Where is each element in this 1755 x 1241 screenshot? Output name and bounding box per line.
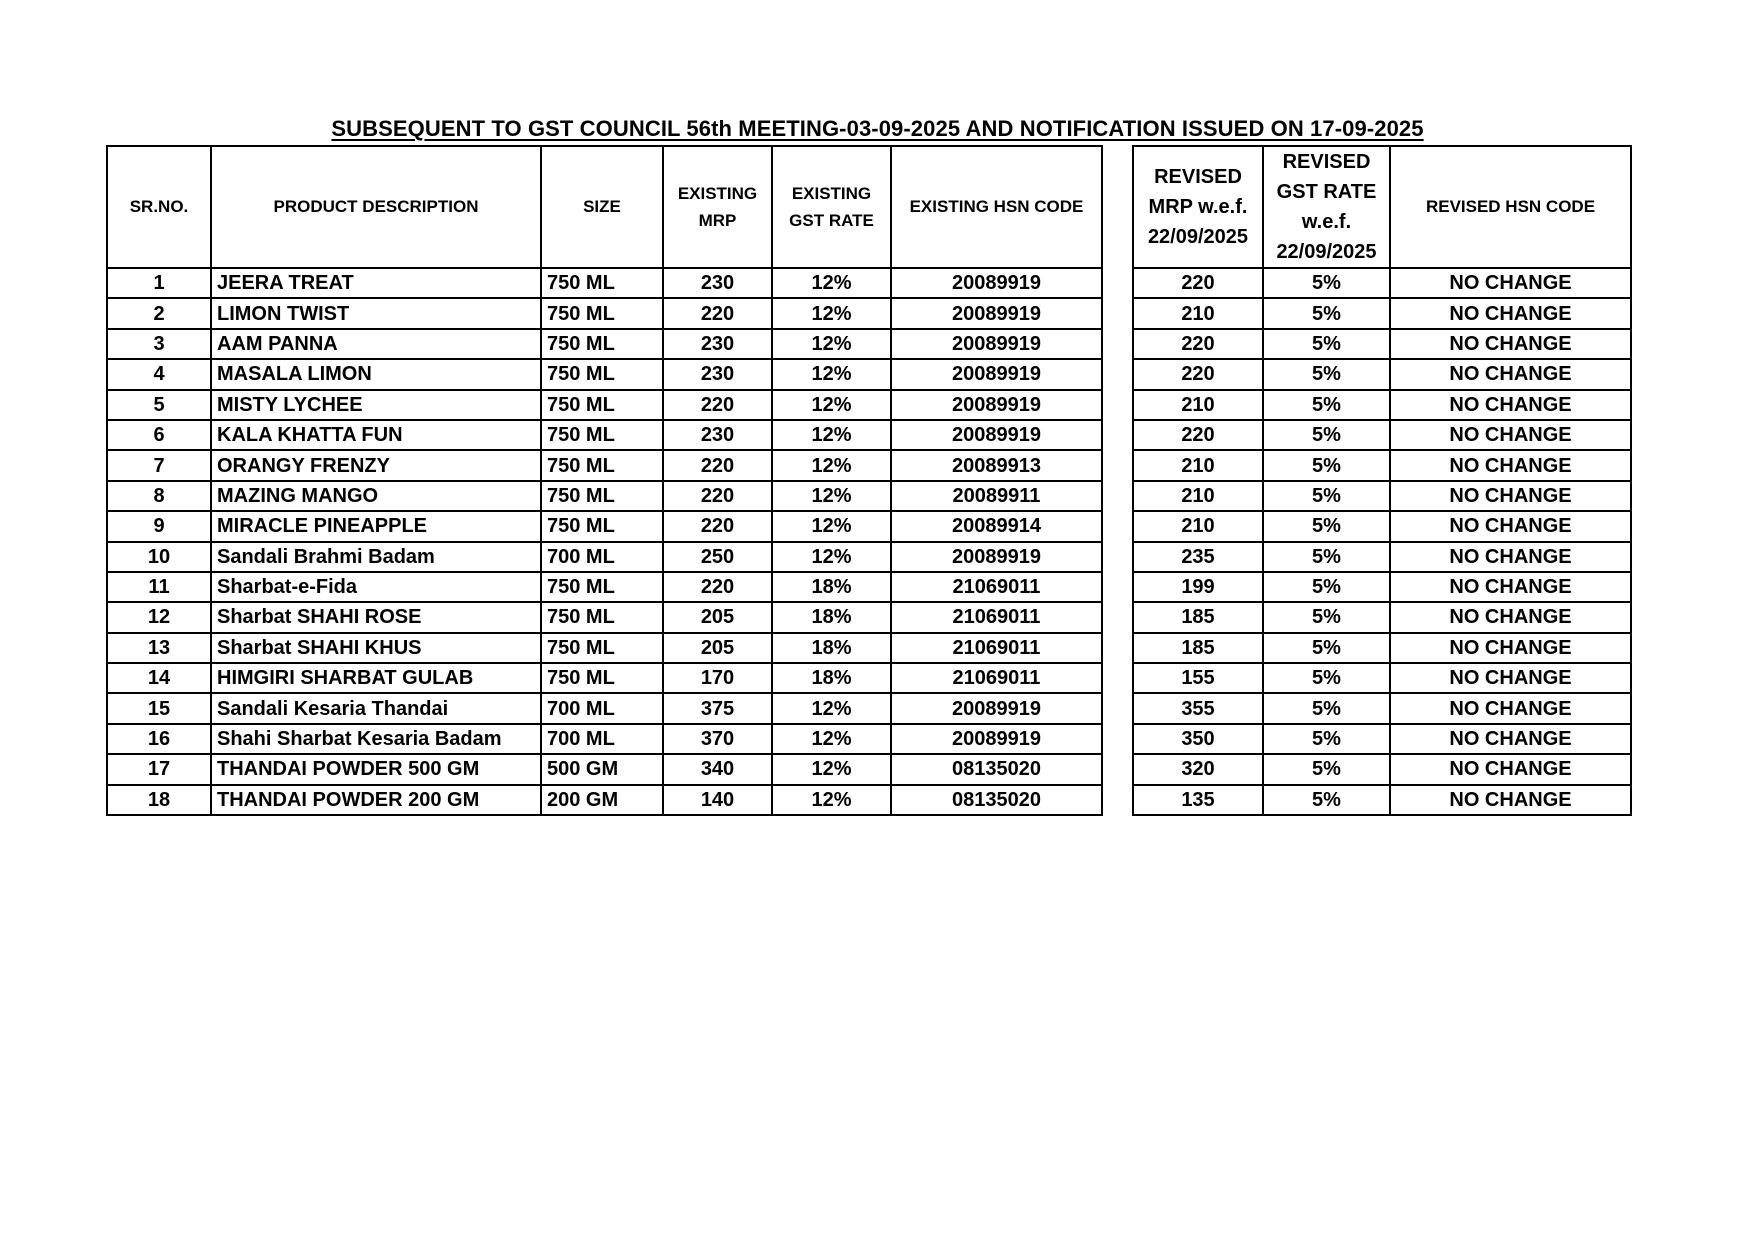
cell-revised-hsn-code: NO CHANGE [1390, 724, 1631, 754]
cell-size: 750 ML [541, 298, 663, 328]
cell-size: 750 ML [541, 390, 663, 420]
cell-existing-gst-rate: 12% [772, 390, 891, 420]
cell-existing-hsn-code: 08135020 [891, 754, 1102, 784]
cell-size: 750 ML [541, 663, 663, 693]
cell-size: 700 ML [541, 542, 663, 572]
header-existing-hsn-code: EXISTING HSN CODE [891, 146, 1102, 268]
cell-existing-mrp: 230 [663, 359, 772, 389]
cell-revised-gst-rate: 5% [1263, 633, 1390, 663]
cell-product-description: Sharbat SHAHI KHUS [211, 633, 541, 663]
cell-revised-mrp: 220 [1133, 420, 1263, 450]
cell-product-description: Sandali Brahmi Badam [211, 542, 541, 572]
cell-revised-hsn-code: NO CHANGE [1390, 663, 1631, 693]
cell-revised-gst-rate: 5% [1263, 298, 1390, 328]
cell-product-description: MAZING MANGO [211, 481, 541, 511]
cell-revised-hsn-code: NO CHANGE [1390, 298, 1631, 328]
header-existing-mrp-line-2: MRP [698, 211, 737, 230]
cell-revised-mrp: 350 [1133, 724, 1263, 754]
revised-rates-body [1133, 268, 1631, 815]
cell-product-description: MASALA LIMON [211, 359, 541, 389]
cell-revised-hsn-code: NO CHANGE [1390, 511, 1631, 541]
table-row [107, 359, 1102, 389]
cell-revised-mrp: 220 [1133, 359, 1263, 389]
cell-existing-mrp: 370 [663, 724, 772, 754]
cell-product-description: Shahi Sharbat Kesaria Badam [211, 724, 541, 754]
header-existing-mrp [663, 146, 772, 268]
cell-sr-no: 6 [107, 420, 211, 450]
table-row [107, 572, 1102, 602]
cell-existing-gst-rate: 12% [772, 511, 891, 541]
revised-rates-table [1132, 145, 1632, 816]
cell-sr-no: 12 [107, 602, 211, 632]
cell-size: 700 ML [541, 724, 663, 754]
cell-existing-gst-rate: 12% [772, 542, 891, 572]
cell-existing-gst-rate: 12% [772, 450, 891, 480]
header-row [107, 146, 1102, 268]
cell-existing-mrp: 220 [663, 511, 772, 541]
cell-revised-hsn-code: NO CHANGE [1390, 785, 1631, 815]
cell-existing-gst-rate: 12% [772, 724, 891, 754]
cell-product-description: ORANGY FRENZY [211, 450, 541, 480]
cell-size: 750 ML [541, 572, 663, 602]
table-row [1133, 633, 1631, 663]
cell-revised-gst-rate: 5% [1263, 785, 1390, 815]
cell-existing-mrp: 220 [663, 481, 772, 511]
cell-revised-mrp: 235 [1133, 542, 1263, 572]
cell-revised-hsn-code: NO CHANGE [1390, 633, 1631, 663]
cell-size: 700 ML [541, 693, 663, 723]
cell-revised-hsn-code: NO CHANGE [1390, 450, 1631, 480]
cell-revised-gst-rate: 5% [1263, 268, 1390, 298]
cell-existing-mrp: 170 [663, 663, 772, 693]
cell-revised-mrp: 320 [1133, 754, 1263, 784]
cell-revised-mrp: 220 [1133, 329, 1263, 359]
cell-existing-mrp: 220 [663, 298, 772, 328]
cell-existing-hsn-code: 20089919 [891, 298, 1102, 328]
cell-size: 750 ML [541, 602, 663, 632]
cell-sr-no: 17 [107, 754, 211, 784]
table-row [107, 329, 1102, 359]
cell-existing-mrp: 230 [663, 268, 772, 298]
cell-size: 500 GM [541, 754, 663, 784]
cell-revised-gst-rate: 5% [1263, 693, 1390, 723]
cell-existing-gst-rate: 12% [772, 298, 891, 328]
cell-product-description: THANDAI POWDER 200 GM [211, 785, 541, 815]
table-row [107, 390, 1102, 420]
cell-revised-hsn-code: NO CHANGE [1390, 359, 1631, 389]
cell-sr-no: 8 [107, 481, 211, 511]
table-row [107, 724, 1102, 754]
cell-existing-hsn-code: 20089919 [891, 542, 1102, 572]
cell-existing-hsn-code: 20089919 [891, 390, 1102, 420]
table-row [107, 542, 1102, 572]
cell-revised-gst-rate: 5% [1263, 542, 1390, 572]
header-revised-gst-rate-line-2: GST RATE [1276, 181, 1377, 203]
table-row [1133, 420, 1631, 450]
cell-revised-hsn-code: NO CHANGE [1390, 268, 1631, 298]
cell-revised-hsn-code: NO CHANGE [1390, 572, 1631, 602]
cell-product-description: Sharbat SHAHI ROSE [211, 602, 541, 632]
table-row [1133, 754, 1631, 784]
cell-existing-gst-rate: 18% [772, 572, 891, 602]
cell-existing-hsn-code: 21069011 [891, 633, 1102, 663]
cell-product-description: HIMGIRI SHARBAT GULAB [211, 663, 541, 693]
cell-revised-hsn-code: NO CHANGE [1390, 602, 1631, 632]
cell-existing-mrp: 375 [663, 693, 772, 723]
existing-rates-body [107, 268, 1102, 815]
header-row [1133, 146, 1631, 268]
header-revised-mrp-line-2: MRP w.e.f. [1148, 196, 1248, 218]
cell-revised-gst-rate: 5% [1263, 572, 1390, 602]
table-row [1133, 298, 1631, 328]
cell-existing-hsn-code: 20089919 [891, 420, 1102, 450]
table-row [1133, 542, 1631, 572]
header-product-description: PRODUCT DESCRIPTION [211, 146, 541, 268]
cell-existing-gst-rate: 12% [772, 481, 891, 511]
table-row [1133, 663, 1631, 693]
cell-revised-gst-rate: 5% [1263, 390, 1390, 420]
cell-revised-hsn-code: NO CHANGE [1390, 542, 1631, 572]
cell-existing-mrp: 205 [663, 633, 772, 663]
cell-existing-gst-rate: 12% [772, 359, 891, 389]
cell-sr-no: 11 [107, 572, 211, 602]
table-row [107, 602, 1102, 632]
cell-existing-hsn-code: 20089911 [891, 481, 1102, 511]
cell-revised-mrp: 210 [1133, 390, 1263, 420]
header-revised-mrp-line-3: 22/09/2025 [1147, 226, 1249, 248]
cell-product-description: KALA KHATTA FUN [211, 420, 541, 450]
cell-existing-mrp: 340 [663, 754, 772, 784]
cell-sr-no: 10 [107, 542, 211, 572]
cell-revised-mrp: 155 [1133, 663, 1263, 693]
header-revised-gst-rate-line-3: w.e.f. [1301, 211, 1352, 233]
cell-revised-mrp: 185 [1133, 633, 1263, 663]
cell-product-description: LIMON TWIST [211, 298, 541, 328]
cell-revised-gst-rate: 5% [1263, 359, 1390, 389]
cell-existing-hsn-code: 20089919 [891, 359, 1102, 389]
cell-existing-hsn-code: 20089913 [891, 450, 1102, 480]
cell-size: 750 ML [541, 481, 663, 511]
cell-revised-hsn-code: NO CHANGE [1390, 481, 1631, 511]
cell-existing-gst-rate: 12% [772, 420, 891, 450]
table-row [1133, 268, 1631, 298]
cell-revised-gst-rate: 5% [1263, 602, 1390, 632]
cell-revised-hsn-code: NO CHANGE [1390, 329, 1631, 359]
table-row [107, 481, 1102, 511]
table-row [1133, 359, 1631, 389]
table-row [107, 268, 1102, 298]
cell-product-description: AAM PANNA [211, 329, 541, 359]
cell-existing-hsn-code: 20089919 [891, 724, 1102, 754]
table-row [107, 693, 1102, 723]
header-revised-gst-rate [1263, 146, 1390, 268]
cell-existing-mrp: 230 [663, 420, 772, 450]
cell-existing-gst-rate: 18% [772, 602, 891, 632]
cell-existing-hsn-code: 21069011 [891, 572, 1102, 602]
cell-existing-gst-rate: 12% [772, 754, 891, 784]
cell-existing-gst-rate: 12% [772, 785, 891, 815]
cell-size: 750 ML [541, 450, 663, 480]
cell-product-description: THANDAI POWDER 500 GM [211, 754, 541, 784]
cell-size: 200 GM [541, 785, 663, 815]
table-row [107, 633, 1102, 663]
cell-size: 750 ML [541, 329, 663, 359]
header-revised-mrp-line-1: REVISED [1154, 166, 1242, 188]
cell-size: 750 ML [541, 633, 663, 663]
table-row [107, 785, 1102, 815]
cell-product-description: Sandali Kesaria Thandai [211, 693, 541, 723]
table-row [107, 420, 1102, 450]
cell-existing-gst-rate: 12% [772, 329, 891, 359]
cell-sr-no: 9 [107, 511, 211, 541]
cell-revised-hsn-code: NO CHANGE [1390, 693, 1631, 723]
cell-sr-no: 16 [107, 724, 211, 754]
cell-existing-hsn-code: 08135020 [891, 785, 1102, 815]
cell-existing-gst-rate: 18% [772, 663, 891, 693]
cell-size: 750 ML [541, 511, 663, 541]
cell-sr-no: 1 [107, 268, 211, 298]
header-size: SIZE [541, 146, 663, 268]
cell-sr-no: 3 [107, 329, 211, 359]
cell-product-description: JEERA TREAT [211, 268, 541, 298]
table-row [1133, 602, 1631, 632]
header-revised-mrp [1133, 146, 1263, 268]
cell-revised-mrp: 210 [1133, 511, 1263, 541]
cell-existing-hsn-code: 21069011 [891, 663, 1102, 693]
cell-revised-mrp: 210 [1133, 298, 1263, 328]
cell-revised-hsn-code: NO CHANGE [1390, 420, 1631, 450]
cell-sr-no: 2 [107, 298, 211, 328]
cell-product-description: MIRACLE PINEAPPLE [211, 511, 541, 541]
cell-size: 750 ML [541, 420, 663, 450]
header-existing-gst-rate [772, 146, 891, 268]
cell-existing-hsn-code: 20089919 [891, 268, 1102, 298]
table-row [107, 298, 1102, 328]
cell-product-description: MISTY LYCHEE [211, 390, 541, 420]
cell-revised-gst-rate: 5% [1263, 450, 1390, 480]
cell-sr-no: 4 [107, 359, 211, 389]
cell-sr-no: 7 [107, 450, 211, 480]
cell-revised-mrp: 199 [1133, 572, 1263, 602]
cell-size: 750 ML [541, 268, 663, 298]
cell-revised-mrp: 210 [1133, 481, 1263, 511]
table-row [107, 450, 1102, 480]
cell-sr-no: 14 [107, 663, 211, 693]
table-row [1133, 511, 1631, 541]
table-row [1133, 390, 1631, 420]
cell-revised-mrp: 355 [1133, 693, 1263, 723]
cell-revised-mrp: 135 [1133, 785, 1263, 815]
table-row [1133, 724, 1631, 754]
header-existing-mrp-line-1: EXISTING [677, 184, 758, 203]
table-row [1133, 572, 1631, 602]
table-row [107, 754, 1102, 784]
header-existing-gst-rate-line-2: GST RATE [789, 211, 874, 230]
table-row [1133, 785, 1631, 815]
existing-rates-table [106, 145, 1103, 816]
header-revised-gst-rate-line-1: REVISED [1282, 151, 1371, 173]
cell-existing-mrp: 220 [663, 572, 772, 602]
cell-revised-gst-rate: 5% [1263, 724, 1390, 754]
cell-existing-mrp: 140 [663, 785, 772, 815]
cell-revised-gst-rate: 5% [1263, 754, 1390, 784]
cell-existing-hsn-code: 21069011 [891, 602, 1102, 632]
cell-revised-mrp: 220 [1133, 268, 1263, 298]
cell-product-description: Sharbat-e-Fida [211, 572, 541, 602]
table-row [1133, 693, 1631, 723]
cell-revised-gst-rate: 5% [1263, 663, 1390, 693]
cell-existing-hsn-code: 20089919 [891, 693, 1102, 723]
cell-existing-mrp: 250 [663, 542, 772, 572]
cell-revised-mrp: 210 [1133, 450, 1263, 480]
cell-existing-hsn-code: 20089914 [891, 511, 1102, 541]
cell-existing-mrp: 205 [663, 602, 772, 632]
cell-revised-gst-rate: 5% [1263, 420, 1390, 450]
cell-sr-no: 18 [107, 785, 211, 815]
cell-sr-no: 13 [107, 633, 211, 663]
cell-existing-mrp: 230 [663, 329, 772, 359]
header-revised-gst-rate-line-4: 22/09/2025 [1276, 241, 1377, 263]
header-sr-no: SR.NO. [107, 146, 211, 268]
cell-revised-gst-rate: 5% [1263, 481, 1390, 511]
table-row [1133, 329, 1631, 359]
cell-revised-mrp: 185 [1133, 602, 1263, 632]
page-title: SUBSEQUENT TO GST COUNCIL 56th MEETING-03-09-2025 AND NOTIFICATION ISSUED ON 17-09-2025 [331, 116, 1424, 141]
cell-existing-gst-rate: 12% [772, 693, 891, 723]
cell-revised-gst-rate: 5% [1263, 329, 1390, 359]
header-existing-gst-rate-line-1: EXISTING [791, 184, 872, 203]
cell-existing-mrp: 220 [663, 450, 772, 480]
cell-sr-no: 5 [107, 390, 211, 420]
cell-existing-gst-rate: 18% [772, 633, 891, 663]
table-row [107, 663, 1102, 693]
cell-revised-gst-rate: 5% [1263, 511, 1390, 541]
cell-existing-gst-rate: 12% [772, 268, 891, 298]
table-row [1133, 450, 1631, 480]
table-row [1133, 481, 1631, 511]
cell-size: 750 ML [541, 359, 663, 389]
cell-existing-hsn-code: 20089919 [891, 329, 1102, 359]
table-row [107, 511, 1102, 541]
cell-revised-hsn-code: NO CHANGE [1390, 390, 1631, 420]
cell-sr-no: 15 [107, 693, 211, 723]
cell-existing-mrp: 220 [663, 390, 772, 420]
cell-revised-hsn-code: NO CHANGE [1390, 754, 1631, 784]
header-revised-hsn-code: REVISED HSN CODE [1390, 146, 1631, 268]
